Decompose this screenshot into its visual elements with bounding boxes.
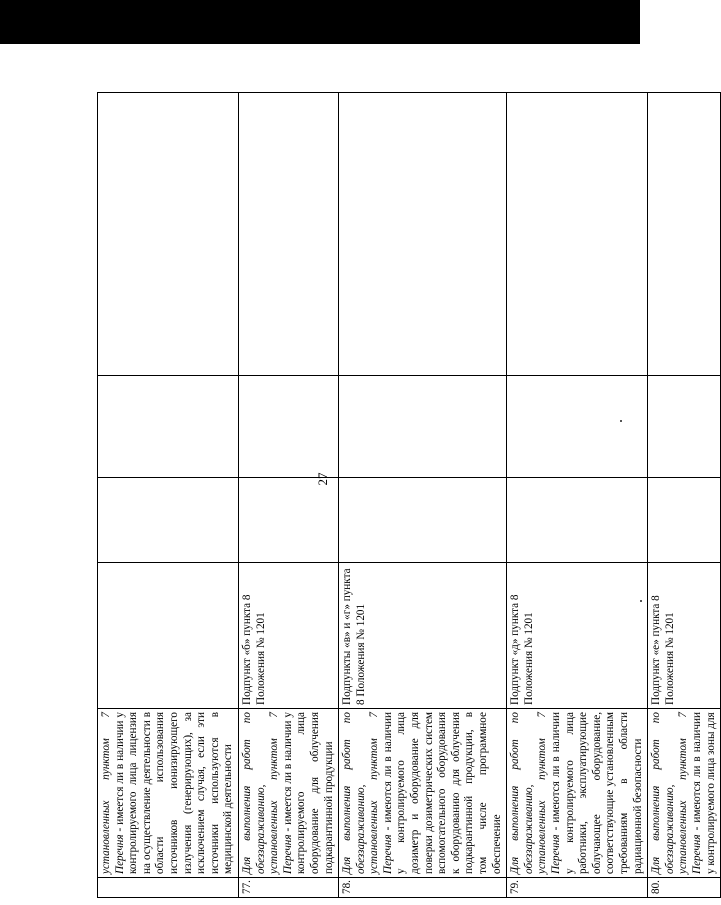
requirement-cell — [339, 709, 507, 878]
requirement-cell — [238, 709, 338, 878]
requirement-text: - имеются ли в наличии у контролируемого лица зоны для — [690, 712, 717, 874]
requirement-lead: Для выполнения работ по обеззараживанию, установленных пунктом 7 Перечня — [240, 712, 294, 874]
empty-cell — [238, 376, 338, 478]
empty-cell — [98, 93, 239, 376]
requirement-cell — [98, 709, 239, 878]
empty-cell — [648, 376, 721, 478]
empty-cell — [339, 93, 507, 376]
empty-cell — [507, 478, 648, 563]
empty-cell — [648, 93, 721, 376]
page-number: 27 — [315, 472, 330, 486]
empty-cell — [238, 478, 338, 563]
requirement-cell — [507, 709, 648, 878]
requirement-cell — [648, 709, 721, 878]
legal-basis-cell: Подпункт «е» пункта 8 Положения № 1201 — [648, 563, 721, 709]
table-row — [238, 93, 338, 898]
empty-cell — [648, 478, 721, 563]
top-black-bar — [0, 0, 640, 44]
requirement-lead: Для выполнения работ по обеззараживанию, установленных пунктом 7 Перечня — [650, 712, 703, 874]
row-number: 79. — [507, 878, 648, 898]
requirement-text: - имеется ли в наличии у контролируемого лица лицензия на осуществление деятельности в области использования источников ионизирующего излучения (генерирующих), за исключением случая, если эти источники используются в медицинской деятельности — [113, 712, 235, 874]
requirement-lead: установленных пунктом 7 Перечня — [100, 712, 126, 874]
table-row — [507, 93, 648, 898]
requirement-text: - имеется ли в наличии у контролируемого лица оборудование для облучения подкарантинной продукции — [281, 712, 335, 874]
legal-basis-cell — [98, 563, 239, 709]
row-number: 77. — [238, 878, 338, 898]
checklist-table — [97, 92, 721, 898]
table-row — [648, 93, 721, 898]
row-number: 80. — [648, 878, 721, 898]
empty-cell — [507, 376, 648, 478]
empty-cell — [98, 376, 239, 478]
requirement-lead: Для выполнения работ по обеззараживанию, установленных пунктом 7 Перечня — [341, 712, 394, 874]
requirement-text: - имеются ли в наличии у контролируемого лица работники, эксплуатирующие облучающее оборудование, соответствующие установленным требованиям в области радиационной безопасности — [550, 712, 644, 874]
table-row — [98, 93, 239, 898]
legal-basis-cell: Подпункт «д» пункта 8 Положения № 1201 — [507, 563, 648, 709]
requirement-lead: Для выполнения работ по обеззараживанию, установленных пунктом 7 Перечня — [509, 712, 562, 874]
empty-cell — [507, 93, 648, 376]
empty-cell — [339, 478, 507, 563]
row-number — [98, 878, 239, 898]
requirement-text: - имеются ли в наличии у контролируемого лица дозиметр и оборудование для поверки дозиметрических систем вспомогательного оборудования к оборудованию для облучения подкарантинной продукции, в том числе программное обеспечение — [381, 712, 503, 874]
empty-cell — [339, 376, 507, 478]
table-row — [339, 93, 507, 898]
legal-basis-cell: Подпункты «в» и «г» пункта 8 Положения № 1201 — [339, 563, 507, 709]
rotated-table-container — [97, 93, 717, 898]
legal-basis-cell: Подпункт «б» пункта 8 Положения № 1201 — [238, 563, 338, 709]
empty-cell — [98, 478, 239, 563]
empty-cell — [238, 93, 338, 376]
row-number: 78. — [339, 878, 507, 898]
